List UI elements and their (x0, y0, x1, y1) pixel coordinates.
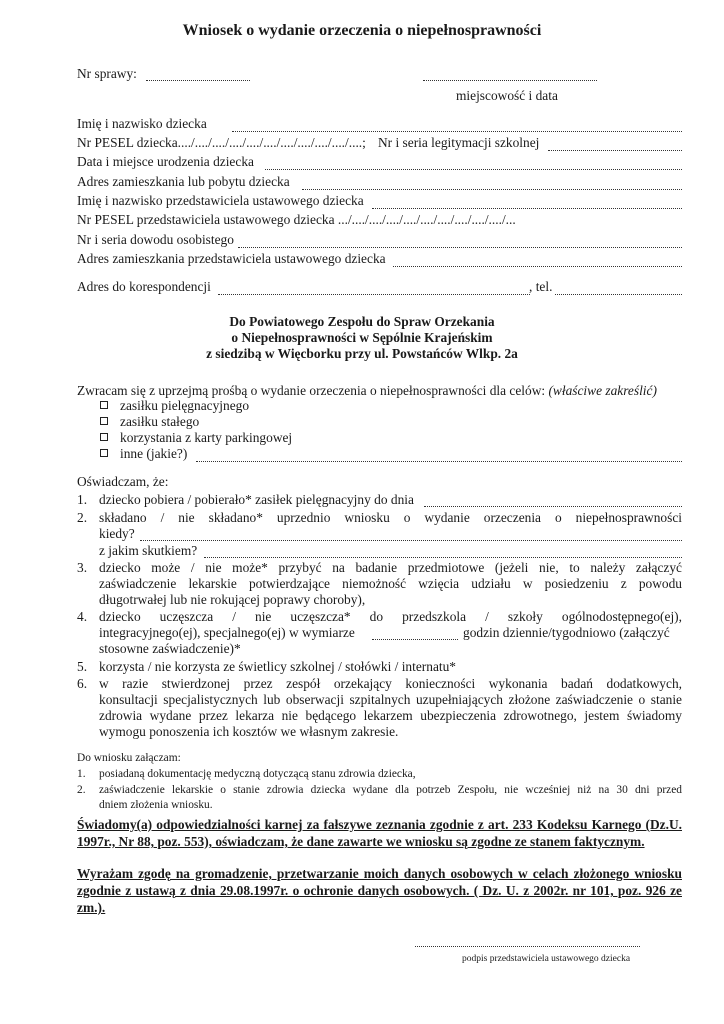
birth-field[interactable] (265, 169, 682, 170)
declaration-6-line-2: konsultacji specjalistycznych lub obserwacji szpitalnych uzupełniających złożone zaświadczenie o stanie (99, 692, 682, 707)
option-parking-card[interactable]: korzystania z karty parkingowej (100, 430, 292, 446)
other-purpose-field[interactable] (196, 461, 682, 462)
option-other[interactable]: inne (jakie?) (100, 446, 187, 462)
tel-label: , tel. (529, 279, 553, 294)
declaration-1: dziecko pobiera / pobierało* zasiłek pielęgnacyjny do dnia (99, 492, 414, 507)
guardian-name-label: Imię i nazwisko przedstawiciela ustawowego dziecka (77, 193, 364, 208)
checkbox-icon[interactable] (100, 433, 108, 441)
item-number: 3. (77, 560, 88, 575)
guardian-name-field[interactable] (372, 208, 682, 209)
guardian-address-label: Adres zamieszkania przedstawiciela ustawowego dziecka (77, 251, 386, 266)
birth-label: Data i miejsce urodzenia dziecka (77, 154, 254, 169)
declaration-4-line-2a: integracyjnego(ej), specjalnego(ej) w wymiarze (99, 625, 355, 640)
child-name-field[interactable] (232, 131, 682, 132)
item-number: 5. (77, 659, 88, 674)
guardian-pesel-label: Nr PESEL przedstawiciela ustawowego dziecka .../..../..../..../..../..../..../..../..../..../... (77, 212, 516, 227)
checkbox-icon[interactable] (100, 449, 108, 457)
item-number: 6. (77, 676, 88, 691)
place-date-field[interactable] (423, 80, 597, 81)
declaration-4-line-3: stosowne zaświadczenie)* (99, 641, 241, 656)
attachment-2-line-2: dniem złożenia wniosku. (99, 799, 213, 811)
request-text-main: Zwracam się z uprzejmą prośbą o wydanie orzeczenia o niepełnosprawności dla celów: (77, 383, 546, 398)
declare-label: Oświadczam, że: (77, 474, 169, 489)
place-date-label: miejscowość i data (456, 88, 558, 103)
request-text (77, 383, 657, 399)
declaration-6-line-3: zdrowia wydane przez lekarza nie będącego lekarzem ubezpieczenia zdrowotnego, jestem świadomy (99, 708, 682, 723)
addressee-line-2: o Niepełnosprawności w Sępólnie Krajeńskim (231, 330, 493, 345)
tel-field[interactable] (555, 294, 682, 295)
checkbox-icon[interactable] (100, 401, 108, 409)
child-name-label: Imię i nazwisko dziecka (77, 116, 207, 131)
consent-statement-line-3: zm.). (77, 900, 106, 915)
school-id-field[interactable] (548, 150, 682, 151)
consent-statement-line-2: zgodnie z ustawą z dnia 29.08.1997r. o ochronie danych osobowych. ( Dz. U. z 2002r. nr 101, poz. 926 ze (77, 883, 682, 898)
addressee-line-1: Do Powiatowego Zespołu do Spraw Orzekania (229, 314, 495, 329)
declaration-3-line-1: dziecko może / nie może* przybyć na badanie przedmiotowe (jeżeli nie, to należy załączyć (99, 560, 682, 575)
item-number: 2. (77, 510, 88, 525)
school-id-label: Nr i seria legitymacji szkolnej (378, 135, 540, 150)
declaration-5: korzysta / nie korzysta ze świetlicy szkolnej / stołówki / internatu* (99, 659, 456, 674)
hours-field[interactable] (372, 639, 458, 640)
correspondence-label: Adres do korespondencji (77, 279, 211, 294)
correspondence-field[interactable] (218, 294, 530, 295)
declaration-3-line-2: zaświadczenie lekarskie potwierdzające niemożność wzięcia udziału w posiedzeniu z powodu (99, 576, 682, 591)
declaration-6-line-1: w razie stwierdzonej przez zespół orzekający konieczności wykonania badań dodatkowych, (99, 676, 682, 691)
checkbox-icon[interactable] (100, 417, 108, 425)
when-field[interactable] (140, 540, 682, 541)
id-card-label: Nr i seria dowodu osobistego (77, 232, 234, 247)
attachment-1: posiadaną dokumentację medyczną dotyczącą stanu zdrowia dziecka, (99, 768, 416, 780)
address-label: Adres zamieszkania lub pobytu dziecka (77, 174, 290, 189)
option-permanent-allowance[interactable]: zasiłku stałego (100, 414, 199, 430)
signature-field[interactable] (415, 946, 640, 947)
declaration-4-line-1: dziecko uczęszcza / nie uczęszcza* do przedszkola / szkoły ogólnodostępnego(ej), (99, 609, 682, 624)
addressee-line-3: z siedzibą w Więcborku przy ul. Powstańców Wlkp. 2a (206, 346, 518, 361)
guardian-address-field[interactable] (393, 266, 682, 267)
attachment-2-line-1: zaświadczenie lekarskie o stanie zdrowia dziecka wydane dla potrzeb Zespołu, nie wcześniej niż na 30 dni przed (99, 784, 682, 796)
consent-statement-line-1: Wyrażam zgodę na gromadzenie, przetwarzanie moich danych osobowych w celach złożonego wniosku (77, 866, 682, 881)
declaration-2-result: z jakim skutkiem? (99, 543, 198, 558)
item-number: 1. (77, 492, 88, 507)
option-nursing-allowance[interactable]: zasiłku pielęgnacyjnego (100, 398, 249, 414)
declaration-2: składano / nie składano* uprzednio wniosku o wydanie orzeczenia o niepełnosprawności (99, 510, 682, 525)
declaration-6-line-4: wymogu ponoszenia ich kosztów we własnym zakresie. (99, 724, 399, 739)
declaration-2-when: kiedy? (99, 526, 135, 541)
attachments-label: Do wniosku załączam: (77, 752, 181, 764)
item-number: 1. (77, 768, 86, 780)
address-field[interactable] (302, 189, 682, 190)
item-number: 4. (77, 609, 88, 624)
result-field[interactable] (204, 557, 682, 558)
liability-statement-line-1: Świadomy(a) odpowiedzialności karnej za fałszywe zeznania zgodnie z art. 233 Kodeksu Karnego (Dz.U. (77, 817, 682, 832)
allowance-date-field[interactable] (424, 506, 682, 507)
request-hint: (właściwe zakreślić) (548, 383, 657, 398)
case-number-label: Nr sprawy: (77, 66, 137, 81)
page-title: Wniosek o wydanie orzeczenia o niepełnosprawności (182, 22, 542, 39)
child-pesel-label: Nr PESEL dziecka..../..../..../..../..../..../..../..../..../..../....; (77, 135, 366, 150)
liability-statement-line-2: 1997r., Nr 88, poz. 553), oświadczam, że dane zawarte we wniosku są zgodne ze stanem faktycznym. (77, 834, 645, 849)
declaration-3-line-3: długotrwałej lub nie rokującej poprawy choroby), (99, 592, 366, 607)
case-number-field[interactable] (146, 80, 250, 81)
declaration-4-line-2b: godzin dziennie/tygodniowo (załączyć (463, 625, 670, 640)
signature-label: podpis przedstawiciela ustawowego dziecka (462, 954, 631, 964)
item-number: 2. (77, 784, 86, 796)
id-card-field[interactable] (238, 247, 682, 248)
